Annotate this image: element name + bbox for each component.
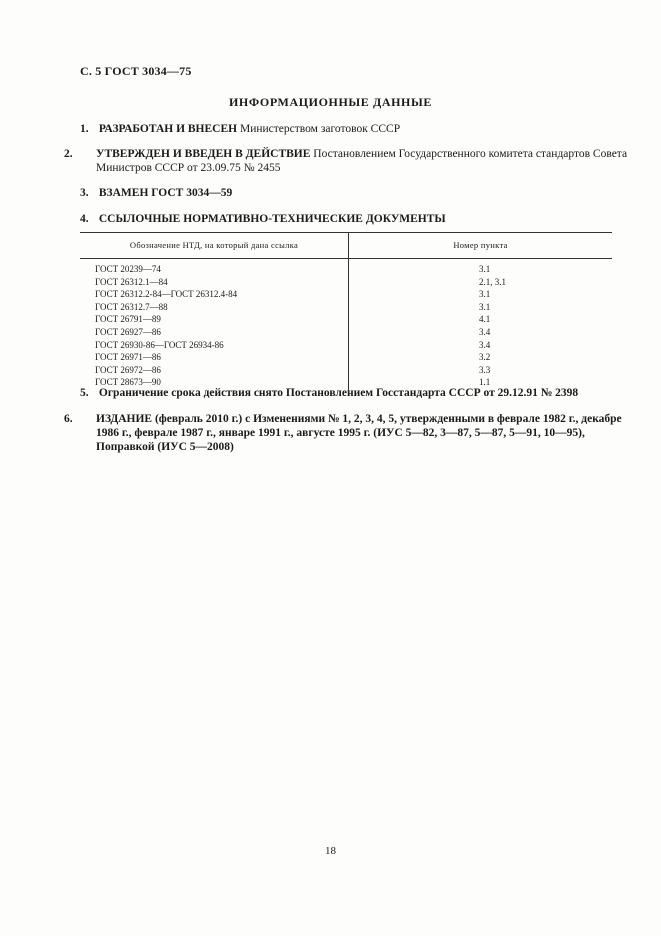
item-number: 1. <box>80 123 89 135</box>
column-header-clause: Номер пункта <box>349 233 613 259</box>
item-label: УТВЕРЖДЕН И ВВЕДЕН В ДЕЙСТВИЕ <box>96 148 311 160</box>
document-cell: ГОСТ 26791—89 <box>80 313 349 326</box>
document-cell: ГОСТ 26312.7—88 <box>80 301 349 314</box>
document-cell: ГОСТ 20239—74 <box>80 259 349 276</box>
clause-cell: 3.4 <box>479 339 491 350</box>
item-label: Ограничение срока действия снято Постановлением Госстандарта СССР от 29.12.91 № 2398 <box>98 387 579 399</box>
info-item-1 <box>80 122 620 136</box>
document-cell: ГОСТ 26930-86—ГОСТ 26934-86 <box>80 339 349 352</box>
document-cell: ГОСТ 26971—86 <box>80 351 349 364</box>
column-header-document: Обозначение НТД, на который дана ссылка <box>80 233 349 259</box>
item-label: ВЗАМЕН ГОСТ 3034—59 <box>98 187 233 199</box>
page-header: С. 5 ГОСТ 3034—75 <box>80 64 192 78</box>
clause-cell: 2.1, 3.1 <box>479 276 506 287</box>
item-number: 3. <box>80 187 89 199</box>
item-number: 4. <box>80 213 89 225</box>
clause-cell: 3.1 <box>479 301 491 312</box>
item-label: РАЗРАБОТАН И ВНЕСЕН <box>98 123 238 135</box>
info-item-3 <box>80 186 620 200</box>
table-row <box>80 313 612 326</box>
item-text: (февраль 2010 г.) с Изменениями № 1, 2, 3, 4, 5, утвержденными в феврале 1982 г., декабре 1986 г., феврале 1987 г., январе 1991 г., августе 1995 г. (ИУС 5—82, 3—87, 5—87, 5—91, 10—95), Поправкой (ИУС 5—2008) <box>96 413 622 453</box>
info-item-6 <box>64 412 636 454</box>
table-row <box>80 301 612 314</box>
clause-cell: 3.1 <box>479 289 491 300</box>
table-row <box>80 351 612 364</box>
document-cell: ГОСТ 28673—90 <box>80 376 349 391</box>
section-title: ИНФОРМАЦИОННЫЕ ДАННЫЕ <box>229 95 432 109</box>
item-number: 6. <box>64 413 73 425</box>
table-row <box>80 326 612 339</box>
table-row <box>80 259 612 276</box>
item-text: Постановлением Государственного комитета стандартов Совета Министров СССР от 23.09.75 № 2455 <box>96 148 628 174</box>
clause-cell: 3.4 <box>479 326 491 337</box>
table-row <box>80 339 612 352</box>
table-row <box>80 288 612 301</box>
info-item-4 <box>80 212 620 226</box>
table-row <box>80 364 612 377</box>
document-cell: ГОСТ 26312.2-84—ГОСТ 26312.4-84 <box>80 288 349 301</box>
document-cell: ГОСТ 26927—86 <box>80 326 349 339</box>
info-item-2 <box>64 147 636 175</box>
item-label: ИЗДАНИЕ <box>96 413 153 425</box>
document-cell: ГОСТ 26312.1—84 <box>80 276 349 289</box>
table-row <box>80 276 612 289</box>
document-cell: ГОСТ 26972—86 <box>80 364 349 377</box>
reference-documents-table <box>80 232 612 391</box>
item-number: 5. <box>80 387 89 399</box>
clause-cell: 3.3 <box>479 364 491 375</box>
item-label: ССЫЛОЧНЫЕ НОРМАТИВНО-ТЕХНИЧЕСКИЕ ДОКУМЕНТЫ <box>98 213 446 225</box>
clause-cell: 1.1 <box>479 377 491 388</box>
clause-cell: 4.1 <box>479 314 491 325</box>
clause-cell: 3.1 <box>479 264 491 274</box>
page-number: 18 <box>325 845 336 857</box>
info-item-5 <box>80 386 620 400</box>
item-text: Министерством заготовок СССР <box>239 123 401 135</box>
item-number: 2. <box>64 148 73 160</box>
clause-cell: 3.2 <box>479 352 491 363</box>
table-header-row <box>80 233 612 259</box>
